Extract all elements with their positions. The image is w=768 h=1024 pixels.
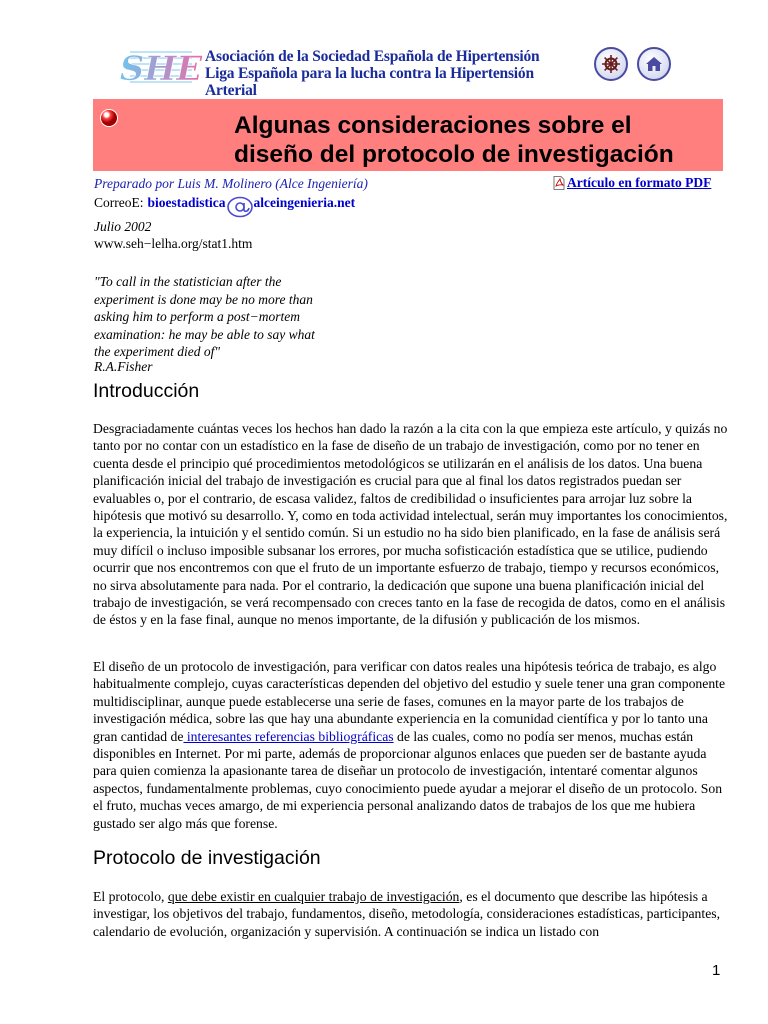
references-link[interactable]: interesantes referencias bibliográficas: [183, 728, 394, 744]
association-line-2: Liga Española para la lucha contra la Hipertensión Arterial: [205, 65, 534, 99]
protocol-heading: Protocolo de investigación: [93, 847, 321, 869]
email-label: CorreoE:: [94, 195, 144, 210]
association-line-1: Asociación de la Sociedad Española de Hipertensión: [205, 48, 540, 65]
intro-p2-text-cont: de las cuales, como no podía ser menos, muchas están disponibles en Internet. Por mi parte, además de proporcionar algunos enlaces que pueden ser de bastante ayuda para quien comienza la apasionante tarea de diseñar un protocolo de investigación, intentaré comentar algunos aspectos, fundamentalmente problemas, cuyo conocimiento puede ayudar a mejorar el diseño de un protocolo. Son el fruto, muchas veces amargo, de mi experiencia personal analizando datos de trabajos de los que me hubiera gustado ser algo más que forense.: [93, 728, 723, 831]
at-sign-icon: [227, 195, 253, 217]
email-user-link[interactable]: bioestadistica: [147, 195, 226, 210]
quote-line: the experiment died of": [94, 344, 221, 360]
page-url: www.seh−lelha.org/stat1.htm: [94, 236, 253, 251]
red-bullet-icon: [101, 110, 117, 126]
page-number: 1: [712, 962, 721, 979]
protocol-underlined-phrase: que debe existir en cualquier trabajo de investigación: [167, 889, 460, 904]
email-line: [94, 192, 355, 214]
quote-line: asking him to perform a post−mortem: [94, 309, 300, 325]
pdf-file-icon: [553, 176, 565, 190]
intro-p2-text: El diseño de un protocolo de investigación, para verificar con datos reales una hipótesis teórica de trabajo, es algo habitualmente complejo, cuyas características dependen del objetivo del estudio y suele tener una gran componente multidisciplinar, aunque puede establecerse una serie de fases, comunes en la mayor parte de los trabajos de investigación médica, sobre las que hay una abundante experiencia en la comunidad científica y por lo tanto una gran cantidad de: [93, 659, 726, 744]
article-title: [234, 111, 704, 169]
fisher-quote: [94, 273, 354, 361]
she-logo: [119, 44, 203, 89]
quote-author: R.A.Fisher: [94, 359, 153, 374]
quote-line: experiment is done may be no more than: [94, 291, 313, 307]
intro-paragraph-2: [93, 658, 733, 832]
wheel-icon: [601, 54, 621, 74]
intro-heading: Introducción: [93, 380, 200, 402]
title-line-2: diseño del protocolo de investigación: [234, 141, 674, 168]
home-icon: [644, 54, 664, 74]
association-name: [205, 48, 575, 99]
pdf-link-label[interactable]: Artículo en formato PDF: [567, 175, 712, 190]
wheel-nav-button[interactable]: [594, 47, 628, 81]
prepared-by: Preparado por Luis M. Molinero (Alce Ingeniería): [94, 176, 368, 191]
home-nav-button[interactable]: [637, 47, 671, 81]
publication-date: Julio 2002: [94, 219, 152, 234]
pdf-link[interactable]: [553, 175, 711, 191]
email-domain-link[interactable]: alceingenieria.net: [253, 195, 356, 210]
protocol-p1-text: El protocolo,: [93, 889, 168, 904]
protocol-paragraph-1: [93, 888, 733, 940]
intro-paragraph-1: Desgraciadamente cuántas veces los hechos han dado la razón a la cita con la que empieza este artículo, y quizás no tanto por no contar con un estadístico en la fase de diseño de un trabajo de investigación, como por no tener en cuenta desde el principio qué procedimientos metodológicos se utilizarán en el análisis de los datos. Una buena planificación inicial del trabajo de investigación es crucial para que al final los datos registrados puedan ser evaluables o, por el contrario, de escasa validez, faltos de credibilidad o insuficientes para arrojar luz sobre la hipótesis que motivó su desarrollo. Y, como en toda actividad intelectual, serán muy importantes los conocimientos, la experiencia, la intuición y el sentido común. Si un estudio no ha sido bien planificado, en la fase de análisis será muy difícil o incluso imposible subsanar los errores, por mucha sofisticación estadística que se utilice, pudiendo ocurrir que nos encontremos con que el fruto de un importante esfuerzo de trabajo, tiempo y recursos económicos, no sirva absolutamente para nada. Por el contrario, la dedicación que supone una buena planificación inicial del trabajo de investigación, se verá recompensado con creces tanto en la fase de recogida de datos, como en el análisis de éstos y en la fase final, aunque no menos importante, de la difusión y publicación de los mismos.: [93, 421, 728, 628]
title-line-1: Algunas consideraciones sobre el: [234, 112, 632, 139]
svg-text:SHE: SHE: [119, 49, 203, 89]
quote-line: "To call in the statistician after the: [94, 274, 282, 289]
protocol-p1-text-cont: , es el documento que describe las hipótesis a investigar, los objetivos del trabajo, fundamentos, diseño, metodología, consideraciones estadísticas, participantes, calendario de evolución, organización y supervisión. A continuación se indica un listado con: [93, 889, 721, 939]
quote-line: examination: he may be able to say what: [94, 326, 315, 342]
